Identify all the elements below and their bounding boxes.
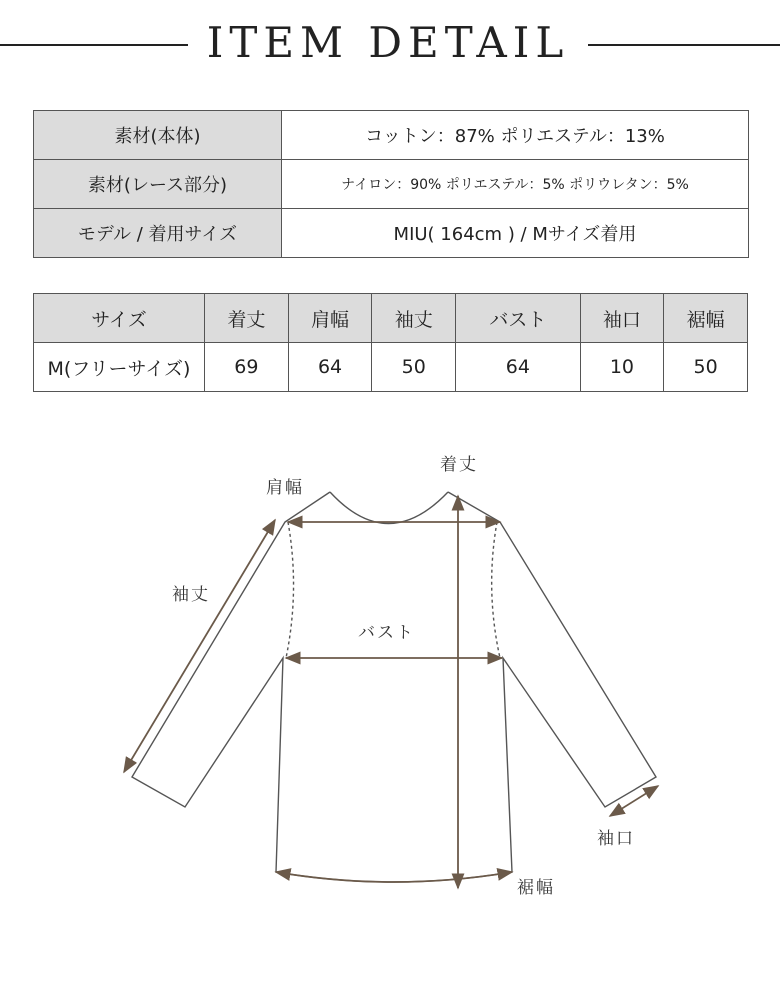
neckline [330, 492, 448, 524]
size-cell: 64 [456, 343, 580, 392]
page-title: ITEM DETAIL [206, 18, 570, 67]
section-header [0, 14, 780, 74]
size-cell: 64 [288, 343, 372, 392]
garment-outline [132, 492, 656, 882]
size-cell: M(フリーサイズ) [34, 343, 205, 392]
header-cell-length: 着丈 [205, 294, 289, 343]
body-outline [132, 492, 656, 882]
size-table [33, 293, 748, 392]
size-cell: 50 [372, 343, 456, 392]
bust-label: バスト [358, 623, 415, 643]
shoulder-label: 肩幅 [266, 478, 304, 498]
right-armhole-seam [492, 522, 500, 658]
table-row [34, 343, 748, 392]
header-cell-hem: 裾幅 [664, 294, 748, 343]
spec-label: モデル / 着用サイズ [34, 209, 282, 258]
cuff-label: 袖口 [597, 829, 635, 849]
table-row [34, 111, 749, 160]
header-cell-cuff: 袖口 [580, 294, 664, 343]
spec-value: ナイロン：90% ポリエステル：5% ポリウレタン：5% [282, 160, 749, 209]
hem-arrow [276, 872, 512, 882]
sleeve-length-arrow [124, 520, 275, 772]
spec-table [33, 110, 749, 258]
garment-measurement-diagram [0, 430, 780, 930]
size-cell: 10 [580, 343, 664, 392]
spec-value: コットン：87% ポリエステル：13% [282, 111, 749, 160]
hem-label: 裾幅 [517, 878, 555, 898]
header-cell-bust: バスト [456, 294, 580, 343]
size-cell: 69 [205, 343, 289, 392]
spec-label: 素材(本体) [34, 111, 282, 160]
size-table-header [34, 294, 748, 343]
header-cell-shoulder: 肩幅 [288, 294, 372, 343]
size-cell: 50 [664, 343, 748, 392]
header-cell-sleeve: 袖丈 [372, 294, 456, 343]
header-rule-left [0, 44, 188, 46]
sleeve-length-label: 袖丈 [172, 585, 210, 605]
spec-label: 素材(レース部分) [34, 160, 282, 209]
spec-value: MIU( 164cm ) / Mサイズ着用 [282, 209, 749, 258]
header-rule-right [588, 44, 780, 46]
measurement-arrows [124, 496, 658, 888]
length-label: 着丈 [440, 455, 478, 475]
header-cell-size: サイズ [34, 294, 205, 343]
table-row [34, 160, 749, 209]
table-row [34, 209, 749, 258]
left-armhole-seam [286, 522, 294, 658]
